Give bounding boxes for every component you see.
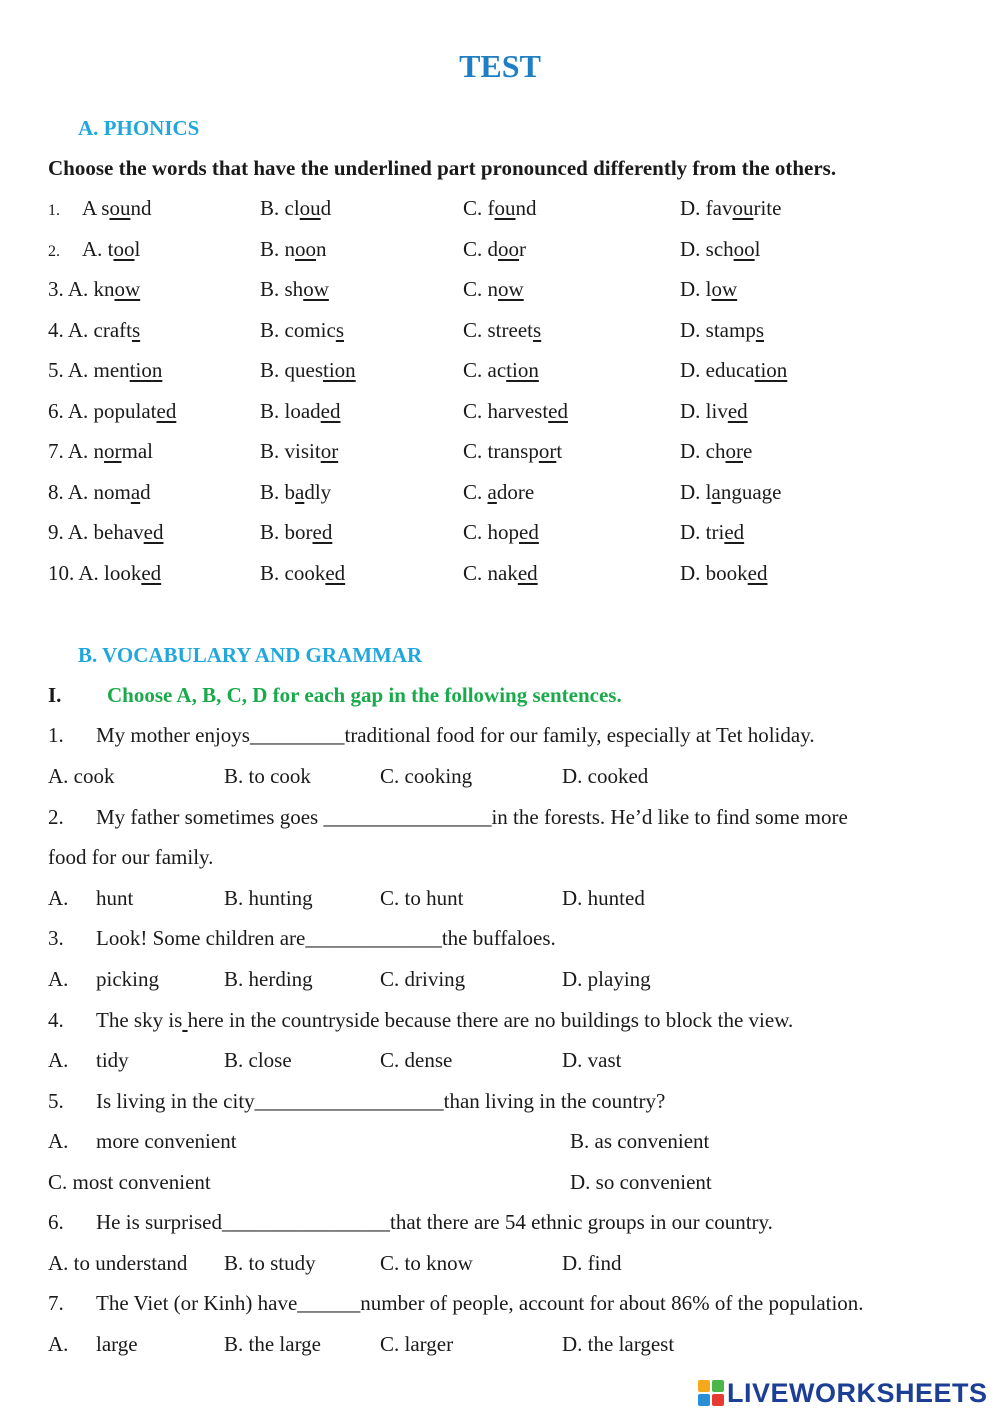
underlined-part: tion — [129, 358, 163, 382]
word-option[interactable] — [48, 480, 151, 505]
word-option[interactable] — [48, 318, 140, 343]
underlined-part: ou — [109, 196, 131, 220]
option-a-label: A. — [48, 886, 69, 910]
word-start: C. n — [463, 277, 499, 301]
option-d[interactable]: D. so convenient — [570, 1170, 712, 1194]
word-end: nd — [130, 196, 152, 220]
word-option[interactable] — [680, 561, 768, 586]
word-end: d — [320, 196, 332, 220]
underlined-part: ow — [711, 277, 738, 301]
word-option[interactable] — [48, 277, 140, 302]
word-option[interactable] — [463, 520, 539, 545]
underlined-part: oo — [498, 237, 520, 261]
phonics-question-row — [0, 318, 1000, 348]
question-text: Look! Some children are_____________the buffaloes. — [96, 926, 556, 950]
word-start: D. tri — [680, 520, 725, 544]
word-start: B. ques — [260, 358, 323, 382]
phonics-question-row — [0, 561, 1000, 591]
word-option[interactable] — [463, 277, 524, 302]
underlined-part: oo — [113, 237, 135, 261]
word-start: B. visit — [260, 439, 321, 463]
word-option[interactable] — [680, 520, 744, 545]
word-option[interactable] — [260, 439, 338, 464]
word-end: l — [754, 237, 761, 261]
word-option[interactable] — [680, 439, 752, 464]
word-start: 4. A. craft — [48, 318, 132, 342]
question-text: My father sometimes goes ________________in the forests. He’d like to find some more — [96, 805, 848, 829]
word-option[interactable] — [260, 237, 327, 262]
option-a[interactable]: A. cook — [48, 764, 115, 788]
phonics-question-row — [0, 480, 1000, 510]
word-start: D. fav — [680, 196, 733, 220]
part-instruction: Choose A, B, C, D for each gap in the following sentences. — [107, 683, 622, 707]
question-number: 2. — [48, 243, 60, 260]
option-b[interactable]: B. close — [224, 1048, 292, 1072]
underlined-part: ed — [724, 520, 745, 544]
question-number: 3. — [48, 926, 64, 950]
logo-square-icon — [712, 1380, 724, 1392]
word-start: B. n — [260, 237, 296, 261]
underlined-part: ed — [517, 561, 538, 585]
word-option[interactable] — [48, 196, 151, 221]
word-option[interactable] — [680, 318, 764, 343]
option-c[interactable]: C. dense — [380, 1048, 453, 1072]
word-end: rite — [753, 196, 782, 220]
word-start: D. ch — [680, 439, 726, 463]
word-option[interactable] — [680, 196, 781, 221]
option-b[interactable]: B. to study — [224, 1251, 316, 1275]
word-end: nguage — [720, 480, 782, 504]
word-start: 9. A. behav — [48, 520, 144, 544]
word-start: C. harvest — [463, 399, 549, 423]
word-option[interactable] — [463, 439, 562, 464]
word-option[interactable] — [463, 561, 538, 586]
underlined-part: a — [130, 480, 141, 504]
word-start: C. street — [463, 318, 533, 342]
option-d[interactable]: D. hunted — [562, 886, 645, 910]
word-start: D. sch — [680, 237, 734, 261]
logo-square-icon — [712, 1394, 724, 1406]
word-start: B. cl — [260, 196, 300, 220]
word-start: D. stamp — [680, 318, 756, 342]
logo-square-icon — [698, 1394, 710, 1406]
word-end: r — [519, 237, 527, 261]
underlined-part: a — [487, 480, 497, 504]
word-end: n — [316, 237, 327, 261]
word-end: e — [743, 439, 753, 463]
underlined-part: tion — [506, 358, 539, 382]
word-start: D. l — [680, 480, 712, 504]
question-number: 7. — [48, 1291, 64, 1315]
word-end: l — [134, 237, 141, 261]
page-title: TEST — [459, 48, 541, 84]
phonics-question-row — [0, 277, 1000, 307]
underlined-part: or — [725, 439, 743, 463]
word-option[interactable] — [260, 399, 341, 424]
word-start: C. ac — [463, 358, 507, 382]
brand-name: LIVEWORKSHEETS — [727, 1377, 988, 1408]
underlined-part: oo — [295, 237, 317, 261]
option-d[interactable]: D. the largest — [562, 1332, 675, 1356]
word-start: 10. A. look — [48, 561, 142, 585]
question-number: 1. — [48, 202, 60, 219]
question-number: 6. — [48, 1210, 64, 1234]
question-text: My mother enjoys_________traditional food for our family, especially at Tet holiday. — [96, 723, 815, 747]
option-d[interactable]: D. playing — [562, 967, 651, 991]
word-option[interactable] — [463, 399, 568, 424]
underlined-part: ow — [114, 277, 141, 301]
question-text: The Viet (or Kinh) have______number of people, account for about 86% of the population. — [96, 1291, 864, 1315]
word-option[interactable] — [463, 318, 541, 343]
question-text: Is living in the city__________________than living in the country? — [96, 1089, 666, 1113]
word-start: D. educa — [680, 358, 755, 382]
word-option[interactable] — [260, 318, 344, 343]
option-a-label: A. — [48, 1048, 69, 1072]
underlined-part: s — [532, 318, 542, 342]
phonics-instruction: Choose the words that have the underlined part pronounced differently from the others. — [48, 156, 837, 180]
underlined-part: ou — [299, 196, 321, 220]
word-option[interactable] — [463, 358, 539, 383]
word-option[interactable] — [680, 237, 761, 262]
option-a[interactable]: A. to understand — [48, 1251, 188, 1275]
question-2-continued: food for our family. — [48, 845, 214, 869]
underlined-part: or — [538, 439, 557, 463]
phonics-question-row — [0, 196, 1000, 226]
question-text: He is surprised________________that there are 54 ethnic groups in our country. — [96, 1210, 773, 1234]
question-number: 1. — [48, 723, 64, 747]
underlined-part: s — [131, 318, 141, 342]
word-start: B. b — [260, 480, 296, 504]
option-a[interactable]: hunt — [96, 886, 134, 910]
word-option[interactable] — [463, 480, 534, 505]
underlined-part: a — [295, 480, 305, 504]
word-start: 6. A. populat — [48, 399, 157, 423]
option-a[interactable]: more convenient — [96, 1129, 237, 1153]
word-option[interactable] — [463, 196, 537, 221]
underlined-part: ow — [303, 277, 329, 301]
phonics-question-row — [0, 358, 1000, 388]
word-option[interactable] — [260, 480, 331, 505]
underlined-part: s — [335, 318, 345, 342]
word-option[interactable] — [680, 358, 787, 383]
option-b[interactable]: B. to cook — [224, 764, 311, 788]
underlined-part: a — [711, 480, 721, 504]
option-c[interactable]: C. to hunt — [380, 886, 464, 910]
question-number: 4. — [48, 1008, 64, 1032]
underlined-part: tion — [323, 358, 356, 382]
word-start: C. — [463, 480, 488, 504]
option-a-label: A. — [48, 1332, 69, 1356]
option-d[interactable]: D. vast — [562, 1048, 622, 1072]
question-number: 2. — [48, 805, 64, 829]
word-end: dore — [496, 480, 535, 504]
word-option[interactable] — [463, 237, 526, 262]
logo-squares-icon — [698, 1380, 724, 1406]
word-start: D. l — [680, 277, 712, 301]
question-text-start: The sky is — [96, 1008, 183, 1032]
underlined-part: ou — [732, 196, 754, 220]
option-c[interactable]: C. driving — [380, 967, 466, 991]
underlined-part: ed — [312, 520, 333, 544]
underlined-part: ed — [747, 561, 768, 585]
underlined-part: ed — [727, 399, 748, 423]
underlined-part: ed — [325, 561, 346, 585]
word-start: C. nak — [463, 561, 518, 585]
word-end: mal — [121, 439, 154, 463]
word-option[interactable] — [48, 561, 161, 586]
word-start: A. t — [82, 237, 114, 261]
phonics-question-row — [0, 520, 1000, 550]
option-a[interactable]: tidy — [96, 1048, 129, 1072]
underlined-part: or — [104, 439, 122, 463]
underlined-part: ed — [156, 399, 177, 423]
underlined-part: ou — [494, 196, 516, 220]
underlined-part: or — [320, 439, 339, 463]
part-number: I. — [48, 683, 62, 707]
word-option[interactable] — [260, 277, 329, 302]
word-option[interactable] — [48, 520, 163, 545]
option-c[interactable]: C. most convenient — [48, 1170, 211, 1194]
word-start: C. transp — [463, 439, 539, 463]
word-start: B. sh — [260, 277, 304, 301]
word-option[interactable] — [48, 439, 153, 464]
option-b[interactable]: B. the large — [224, 1332, 322, 1356]
underlined-part: ed — [548, 399, 568, 423]
option-c[interactable]: C. cooking — [380, 764, 473, 788]
word-option[interactable] — [260, 358, 356, 383]
word-start: B. bor — [260, 520, 313, 544]
option-d[interactable]: D. cooked — [562, 764, 649, 788]
word-start: C. d — [463, 237, 499, 261]
word-start: C. hop — [463, 520, 520, 544]
underlined-part: s — [755, 318, 765, 342]
option-a-label: A. — [48, 967, 69, 991]
word-option[interactable] — [260, 520, 332, 545]
underlined-part: ed — [143, 520, 164, 544]
word-option[interactable] — [680, 277, 737, 302]
option-c[interactable]: C. larger — [380, 1332, 454, 1356]
word-start: 7. A. n — [48, 439, 105, 463]
word-start: D. liv — [680, 399, 728, 423]
question-text-end: here in the countryside because there are no buildings to block the view. — [187, 1008, 794, 1032]
word-option[interactable] — [48, 399, 176, 424]
liveworksheets-logo[interactable] — [698, 1377, 988, 1409]
word-option[interactable] — [260, 561, 345, 586]
word-start: B. load — [260, 399, 321, 423]
option-c[interactable]: C. to know — [380, 1251, 473, 1275]
option-a[interactable]: picking — [96, 967, 159, 991]
word-end: dly — [304, 480, 332, 504]
word-end: d — [140, 480, 151, 504]
word-start: 8. A. nom — [48, 480, 131, 504]
underlined-part: tion — [754, 358, 788, 382]
word-start: D. book — [680, 561, 748, 585]
option-d[interactable]: D. find — [562, 1251, 622, 1275]
question-number: 5. — [48, 1089, 64, 1113]
word-option[interactable] — [680, 399, 748, 424]
word-start: 5. A. men — [48, 358, 130, 382]
word-end: t — [556, 439, 563, 463]
option-b[interactable]: B. as convenient — [570, 1129, 710, 1153]
underlined-part: ed — [519, 520, 539, 544]
word-start: B. comic — [260, 318, 336, 342]
word-option[interactable] — [260, 196, 331, 221]
vocab-heading: B. VOCABULARY AND GRAMMAR — [78, 643, 423, 667]
underlined-part: ed — [320, 399, 341, 423]
option-a-label: A. — [48, 1129, 69, 1153]
phonics-question-row — [0, 237, 1000, 267]
word-option[interactable] — [48, 237, 140, 262]
word-option[interactable] — [680, 480, 781, 505]
phonics-heading: A. PHONICS — [78, 116, 200, 140]
option-b[interactable]: B. hunting — [224, 886, 313, 910]
underlined-part: ow — [498, 277, 524, 301]
word-option[interactable] — [48, 358, 162, 383]
underlined-part: oo — [733, 237, 755, 261]
word-start: C. f — [463, 196, 495, 220]
underlined-part: ed — [141, 561, 162, 585]
word-start: B. cook — [260, 561, 326, 585]
option-a[interactable]: large — [96, 1332, 138, 1356]
word-start: 3. A. kn — [48, 277, 115, 301]
word-end: nd — [515, 196, 537, 220]
logo-square-icon — [698, 1380, 710, 1392]
option-b[interactable]: B. herding — [224, 967, 313, 991]
phonics-question-row — [0, 439, 1000, 469]
phonics-question-row — [0, 399, 1000, 429]
question-text — [96, 1008, 793, 1033]
word-start: A s — [82, 196, 110, 220]
